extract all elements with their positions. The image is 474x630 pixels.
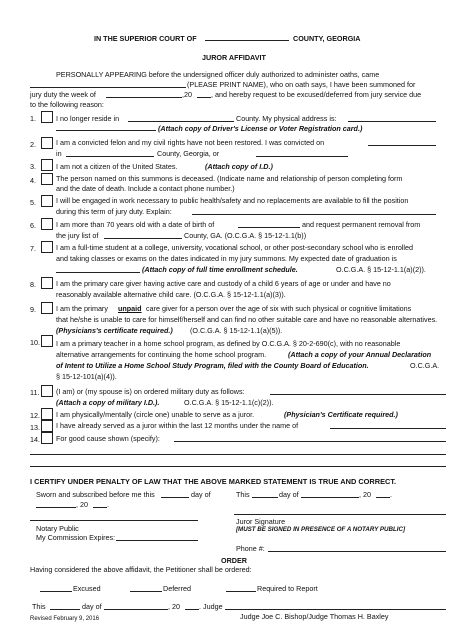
item-12-text: I am physically/mentally (circle one) unable to serve as a juror. [56,410,255,419]
intro-line-2: (PLEASE PRINT NAME), who on oath says, I have been summoned for [187,80,416,89]
item-3-checkbox[interactable] [41,159,53,171]
item-13-checkbox[interactable] [41,420,53,432]
item-1-text: I no longer reside in [56,114,120,123]
item-2-checkbox[interactable] [41,137,53,149]
juror-year-prefix: , 20 [359,490,371,499]
item-8-number: 8. [30,280,36,289]
item-11-text-1: (I am) or (my spouse is) on ordered military duty as follows: [56,387,245,396]
item-5-checkbox[interactable] [41,195,53,207]
item-7-text-2: and taking classes or exams on the dates indicated in my jury summons. My expected date of graduation is [56,254,397,263]
item-9-physician-note: (Physicians's certificate required.) [56,326,173,335]
item-6-county-field[interactable] [104,238,182,239]
judge-signature-field[interactable] [225,609,446,610]
item-10-text-1: I am a primary teacher in a home school program, as defined by O.C.G.A. § 20-2-690(c), with no reasonable [56,339,401,348]
week-year-field[interactable] [197,97,211,98]
item-1-county-field[interactable] [128,121,234,122]
item-7-text-1: I am a full-time student at a college, university, vocational school, or other post-secondary school who is enrolled [56,243,414,252]
item-8-text-2: reasonably available alternative child care. (O.C.G.A. § 15-12-1.1(a)(3)). [56,290,286,299]
sworn-year-prefix: , 20 [76,500,88,509]
order-text: Having considered the above affidavit, the Petitioner shall be ordered: [30,565,252,574]
item-10-attach-note-1: (Attach a copy of your Annual Declaration [288,350,432,359]
item-11-citation: O.C.G.A. § 15-12-1.1(c)(2)). [184,398,274,407]
item-9-text-1a: I am the primary [56,304,108,313]
sworn-day-of: day of [191,490,211,499]
juror-this-label: This [236,490,250,499]
item-9-unpaid: unpaid [118,304,142,313]
revision-date: Revised February 9, 2016 [30,616,100,622]
item-2-in-label: in [56,149,62,158]
order-day-of: day of [82,602,102,611]
juror-signature-field[interactable] [234,514,446,515]
item-5-explain-field[interactable] [192,214,436,215]
item-8-text-1: I am the primary care giver having active care and custody of a child 6 years of age or under and have no [56,279,391,288]
item-10-text-2a: alternative arrangements for continuing the home school program. [56,350,267,359]
item-11-duty-field[interactable] [270,394,446,395]
item-3-attach-note: (Attach copy of I.D.) [205,162,273,171]
item-2-county-field[interactable] [66,156,154,157]
sworn-period: . [107,500,109,509]
item-4-text-2: and the date of death. Include a contact phone number.) [56,184,235,193]
intro-line-4: to the following reason: [30,100,104,109]
item-14-checkbox[interactable] [41,432,53,444]
juror-phone-label: Phone #: [236,544,265,553]
item-14-cause-field[interactable] [174,441,446,442]
item-9-text-2: that he/she is unable to care for himself/herself and can find no other suitable care and have no reasonable alternatives. [56,315,438,324]
item-2-text: I am a convicted felon and my civil rights have not been restored. I was convicted on [56,138,325,147]
sworn-month-field[interactable] [36,507,76,508]
item-7-number: 7. [30,244,36,253]
juror-year-field[interactable] [376,497,390,498]
item-1-address-label: County. My physical address is: [236,114,337,123]
item-5-number: 5. [30,198,36,207]
item-3-number: 3. [30,162,36,171]
week-date-field[interactable] [106,97,182,98]
item-9-number: 9. [30,305,36,314]
intro-week-label: jury duty the week of [30,90,96,99]
certify-statement: I CERTIFY UNDER PENALTY OF LAW THAT THE ABOVE MARKED STATEMENT IS TRUE AND CORRECT. [30,477,397,486]
juror-month-field[interactable] [301,497,359,498]
item-9-text-1b: care giver for a person over the age of six with such physical or cognitive limitations [146,304,412,313]
item-1-attach-note: (Attach copy of Driver's License or Voter Registration card.) [158,124,363,133]
notary-title: Notary Public [36,524,79,533]
juror-name-field[interactable] [30,87,186,88]
item-3-text: I am not a citizen of the United States. [56,162,178,171]
item-6-checkbox[interactable] [41,218,53,230]
form-title: JUROR AFFIDAVIT [202,53,266,62]
item-8-checkbox[interactable] [41,277,53,289]
report-label: Required to Report [257,584,318,593]
item-6-dob-field[interactable] [238,227,300,228]
item-5-text-1: I will be engaged in work necessary to public health/safety and no replacements are available to fill the position [56,196,409,205]
court-title-suffix: COUNTY, GEORGIA [293,34,361,43]
item-2-number: 2. [30,140,36,149]
juror-notary-note: [MUST BE SIGNED IN PRESENCE OF A NOTARY PUBLIC] [236,526,406,533]
item-14-text: For good cause shown (specify): [56,434,160,443]
notary-expires-field[interactable] [116,540,198,541]
item-11-number: 11. [30,388,40,397]
item-12-number: 12. [30,411,40,420]
item-14-cause-field-2[interactable] [30,454,446,455]
item-9-checkbox[interactable] [41,302,53,314]
notary-expires-label: My Commission Expires: [36,533,116,542]
item-4-text-1: The person named on this summons is deceased. (Indicate name and relationship of person completing form [56,174,403,183]
item-6-text-2b: County, GA. (O.C.G.A. § 15-12-1.1(b)) [184,231,307,240]
court-title-prefix: IN THE SUPERIOR COURT OF [94,34,197,43]
item-10-citation-2: § 15-12-101(a)(4)). [56,372,117,381]
juror-phone-field[interactable] [268,551,446,552]
item-2-county-label: County, Georgia, or [157,149,220,158]
report-field[interactable] [226,591,256,592]
item-10-number: 10. [30,338,40,347]
item-11-attach-note: (Attach a copy of military I.D.). [56,398,160,407]
sworn-year-field[interactable] [93,507,107,508]
item-6-text-1b: and request permanent removal from [302,220,421,229]
order-day-field[interactable] [50,609,80,610]
excused-field[interactable] [40,591,72,592]
item-1-address-field[interactable] [348,121,436,122]
item-2-other-field[interactable] [256,156,348,157]
item-7-citation: O.C.G.A. § 15-12-1.1(a)(2)). [336,265,426,274]
notary-signature-field[interactable] [30,520,198,521]
order-year-prefix: , 20 [168,602,180,611]
item-7-graduation-field[interactable] [56,272,140,273]
order-heading: ORDER [221,556,247,565]
item-6-text-2: the jury list of [56,231,99,240]
excused-label: Excused [73,584,101,593]
item-11-checkbox[interactable] [41,385,53,397]
intro-line-1: PERSONALLY APPEARING before the undersigned officer duly authorized to administer oaths, came [56,70,380,79]
item-1-checkbox[interactable] [41,111,53,123]
item-13-text: I have already served as a juror within the last 12 months under the name of [56,421,299,430]
item-12-checkbox[interactable] [41,408,53,420]
juror-period: . [390,490,392,499]
county-name-field[interactable] [205,40,289,41]
item-2-conviction-date-field[interactable] [368,145,436,146]
item-10-checkbox[interactable] [41,335,53,347]
order-judge-label: . Judge [199,602,223,611]
deferred-field[interactable] [130,591,162,592]
juror-signature-label: Juror Signature [236,517,286,526]
sworn-day-field[interactable] [161,497,189,498]
deferred-label: Deferred [163,584,191,593]
order-this-label: This [32,602,46,611]
order-month-field[interactable] [104,609,168,610]
item-10-citation-1: O.C.G.A. [410,361,440,370]
item-6-number: 6. [30,221,36,230]
sworn-text: Sworn and subscribed before me this [36,490,155,499]
item-1-address-field-2[interactable] [56,130,156,131]
item-1-number: 1. [30,114,36,123]
order-year-field[interactable] [185,609,199,610]
item-4-number: 4. [30,176,36,185]
item-10-attach-note-2: of Intent to Utilize a Home School Study Program, filed with the County Board of Education. [56,361,369,370]
item-12-physician-note: (Physician's Certificate required.) [284,410,398,419]
item-14-cause-field-3[interactable] [30,466,446,467]
item-5-text-2: during this term of jury duty. Explain: [56,207,172,216]
item-4-checkbox[interactable] [41,173,53,185]
item-14-number: 14. [30,435,40,444]
judge-names: Judge Joe C. Bishop/Judge Thomas H. Baxley [240,612,389,621]
juror-day-of: day of [279,490,299,499]
intro-year-prefix: ,20 [182,90,192,99]
item-13-name-field[interactable] [330,428,446,429]
intro-line-3: , and hereby request to be excused/deferred from jury service due [211,90,422,99]
juror-day-field[interactable] [252,497,278,498]
item-7-checkbox[interactable] [41,241,53,253]
item-7-attach-note: (Attach copy of full time enrollment schedule. [142,265,298,274]
item-6-text-1: I am more than 70 years old with a date of birth of [56,220,215,229]
item-13-number: 13. [30,423,40,432]
item-9-citation: (O.C.G.A. § 15-12-1.1(a)(5)). [190,326,283,335]
